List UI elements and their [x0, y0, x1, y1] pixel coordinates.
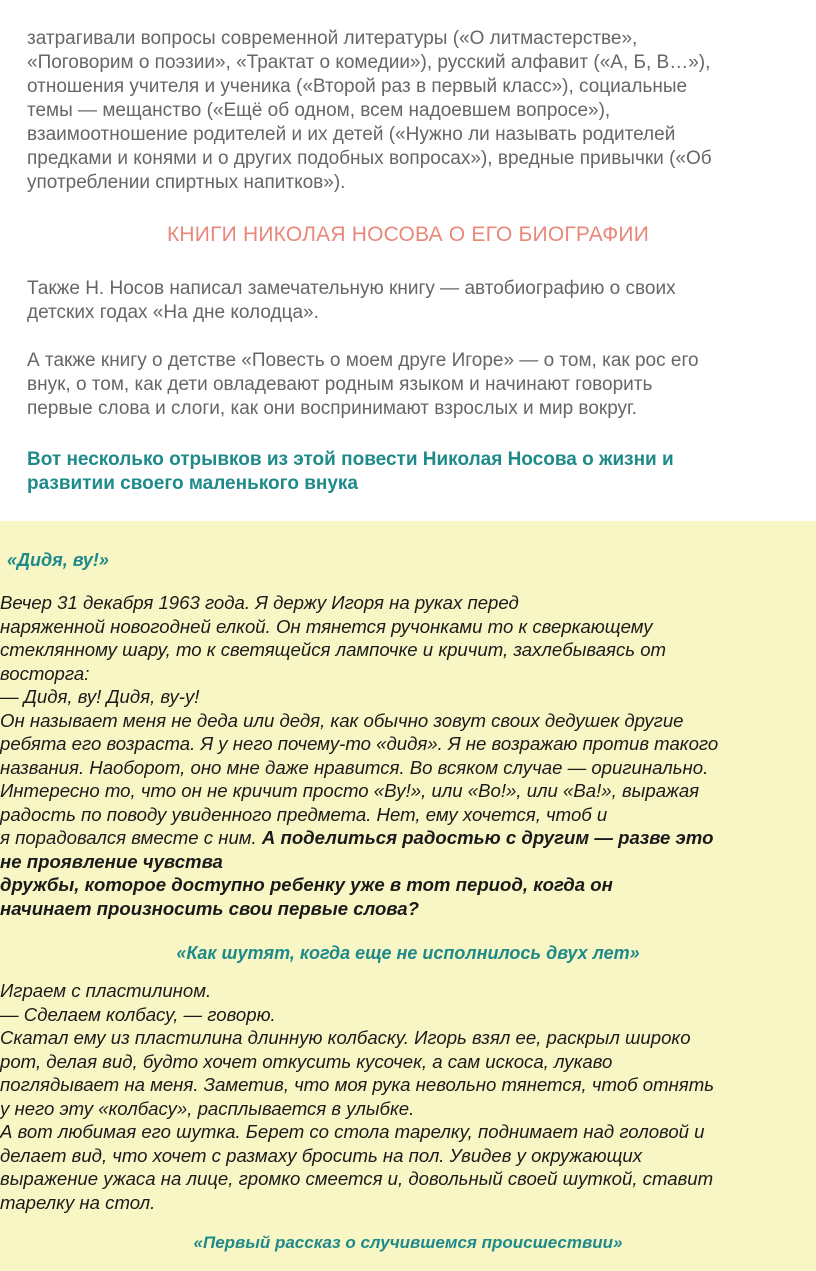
igor-book-paragraph: А также книгу о детстве «Повесть о моем друге Игоре» — о том, как рос его внук, о том, как дети овладевают родным языком и начинают говорить первые слова и слоги, как они воспринимают взрослых и мир вокруг.	[27, 350, 699, 419]
excerpts-box	[0, 521, 816, 1271]
excerpt-text-jokes: Играем с пластилином. — Сделаем колбасу, — говорю. Скатал ему из пластилина длинную колбаску. Игорь взял ее, раскрыл широко рот, делая вид, будто хочет откусить кусочек, а сам искоса, лукаво поглядывает на меня. Заметив, что моя рука невольно тянется, чтоб отнять у него эту «колбасу», расплывается в улыбке. А вот любимая его шутка. Берет со стола тарелку, поднимает над головой и делает вид, что хочет с размаху бросить на пол. Увидев у окружающих выражение ужаса на лице, громко смеется и, довольный своей шуткой, ставит тарелку на стол.	[0, 980, 715, 1213]
excerpt-title-didya: «Дидя, ву!»	[7, 550, 109, 570]
intro-paragraph: затрагивали вопросы современной литературы («О литмастерстве», «Поговорим о поэзии», «Трактат о комедии»), русский алфавит («А, Б, В…»), отношения учителя и ученика («Второй раз в первый класс»), социальные темы — мещанство («Ещё об одном, всем надоевшем вопросе»), взаимоотношение родителей и их детей («Нужно ли называть родителей предками и конями и о других подобных вопросах»), вредные привычки («Об употреблении спиртных напитков»).	[27, 28, 712, 193]
section-heading: КНИГИ НИКОЛАЯ НОСОВА О ЕГО БИОГРАФИИ	[166, 223, 649, 246]
excerpt-title-first-story: «Первый рассказ о случившемся происшествии»	[193, 1233, 623, 1252]
autobiography-paragraph: Также Н. Носов написал замечательную книгу — автобиографию о своих детских годах «На дне колодца».	[27, 278, 676, 323]
article-top-section	[0, 0, 816, 521]
emphasis-text: А поделиться радостью с другим — разве это	[261, 827, 714, 848]
excerpts-intro-heading: Вот несколько отрывков из этой повести Николая Носова о жизни и развитии своего маленького внука	[27, 449, 674, 494]
mixed-emphasis-line: я порадовался вместе с ним. А поделиться радостью с другим — разве это	[0, 827, 714, 848]
excerpt-title-jokes: «Как шутят, когда еще не исполнилось двух лет»	[176, 943, 640, 963]
excerpt-text-didya: Вечер 31 декабря 1963 года. Я держу Игоря на руках перед наряженной новогодней елкой. Он тянется ручонками то к сверкающему стеклянному шару, то к светящейся лампочке и кричит, захлебываясь от восторга: — Дидя, ву! Дидя, ву-у! Он называет меня не деда или дедя, как обычно зовут своих дедушек другие ребята его возраста. Я у него почему-то «дидя». Я не возражаю против такого названия. Наоборот, оно мне даже нравится. Во всяком случае — оригинально. Интересно то, что он не кричит просто «Ву!», или «Во!», или «Ва!», выражая радость по поводу увиденного предмета. Нет, ему хочется, чтоб и я порадовался вместе с ним. А поделиться радостью с другим — разве это не проявление чувства дружбы, которое доступно ребенку уже в тот период, когда он начинает произносить свои первые слова?	[0, 591, 816, 920]
